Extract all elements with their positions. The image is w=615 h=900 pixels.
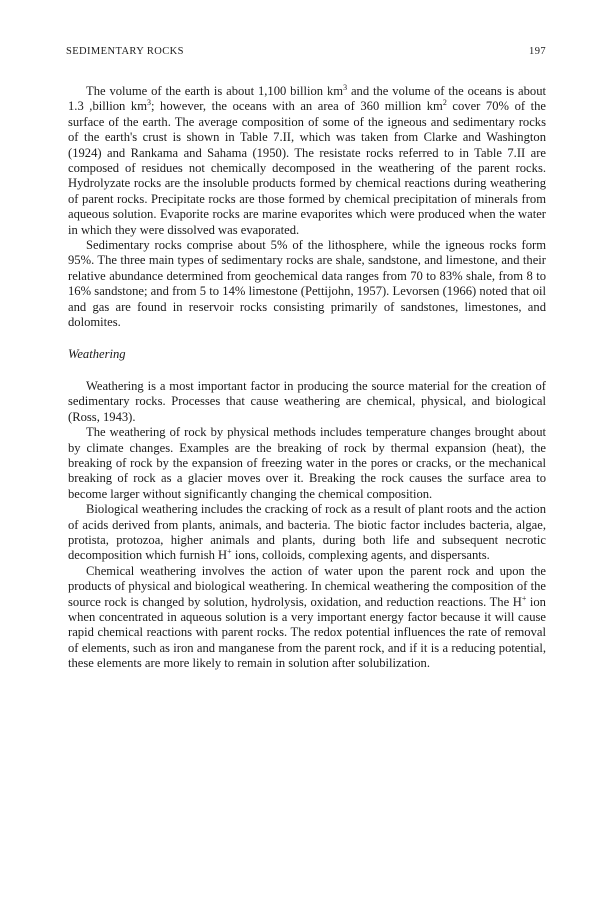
superscript: 3 — [343, 83, 348, 92]
text-run: ; however, the oceans with an area of 360 million km — [151, 99, 443, 114]
paragraph-physical-weathering: The weathering of rock by physical methods includes temperature changes brought about by climate changes. Examples are the breaking of rock by thermal expansion (heat), the breaking of rock by the expansion of freezing water in the pores or cracks, or the mechanical breaking of rock as a glacier moves over it. Breaking the rock causes the surface area to become larger without significantly changing the chemical composition. — [68, 425, 546, 501]
paragraph-sedimentary-composition: Sedimentary rocks comprise about 5% of the lithosphere, while the igneous rocks form 95%. The three main types of sedimentary rocks are shale, sandstone, and limestone, and their relative abundance determined from geochemical data ranges from 70 to 83% shale, from 8 to 16% sandstone; and from 5 to 14% limestone (Pettijohn, 1957). Levorsen (1966) noted that oil and gas are found in reservoir rocks consisting primarily of sandstones, limestones, and dolomites. — [68, 238, 546, 330]
section-heading-weathering: Weathering — [68, 346, 126, 361]
running-header — [66, 46, 546, 57]
superscript: 3 — [147, 98, 151, 108]
text-run: ion when concentrated in aqueous solution is a very important energy factor because it will cause rapid chemical reactions with parent rocks. The redox potential influences the rate of removal of elements, such as iron and manganese from the parent rock, and if it is a reducing potential, these elements are more likely to remain in solution after solubilization. — [68, 594, 546, 671]
superscript: + — [521, 593, 527, 603]
text-run: cover 70% of the surface of the earth. The average composition of some of the igneous and sedimentary rocks of the earth's crust is shown in Table 7.II, which was taken from Clarke and Washington (1924) and Rankama and Sahama (1950). The resistate rocks referred to in Table 7.II are composed of residues not chemically decomposed in the weathering of the parent rocks. Hydrolyzate rocks are the insoluble products formed by chemical reactions during weathering of parent rocks. Precipitate rocks are those formed by chemical precipitation of minerals from aqueous solution. Evaporite rocks are marine evaporites which were produced when the water in which they were dissolved was evaporated. — [68, 99, 547, 237]
text-run: ions, colloids, complexing agents, and dispersants. — [231, 548, 490, 563]
superscript: + — [227, 547, 232, 557]
paragraph-earth-volume — [68, 84, 546, 238]
text-run: The volume of the earth is about 1,100 billion km — [86, 84, 344, 98]
page-number: 197 — [529, 46, 546, 57]
paragraph-weathering-intro: Weathering is a most important factor in producing the source material for the creation of sedimentary rocks. Processes that cause weathering are chemical, physical, and biological (Ross, 1943). — [68, 378, 546, 424]
paragraph-biological-weathering — [68, 502, 546, 564]
text-run: and the volume of the oceans is about 1.3 ,billion km — [68, 84, 546, 114]
paragraph-chemical-weathering — [68, 564, 546, 672]
text-run: Biological weathering includes the cracking of rock as a result of plant roots and the action of acids derived from plants, animals, and bacteria. The biotic factor includes bacteria, algae, protista, protozoa, higher animals and plants, during both life and subsequent necrotic decomposition which furnish H — [68, 502, 546, 563]
running-title: SEDIMENTARY ROCKS — [66, 46, 184, 57]
superscript: 2 — [442, 98, 447, 108]
text-run: Chemical weathering involves the action of water upon the parent rock and upon the products of physical and biological weathering. In chemical weathering the composition of the source rock is changed by solution, hydrolysis, oxidation, and reduction reactions. The H — [68, 563, 546, 609]
body-text — [68, 84, 546, 672]
